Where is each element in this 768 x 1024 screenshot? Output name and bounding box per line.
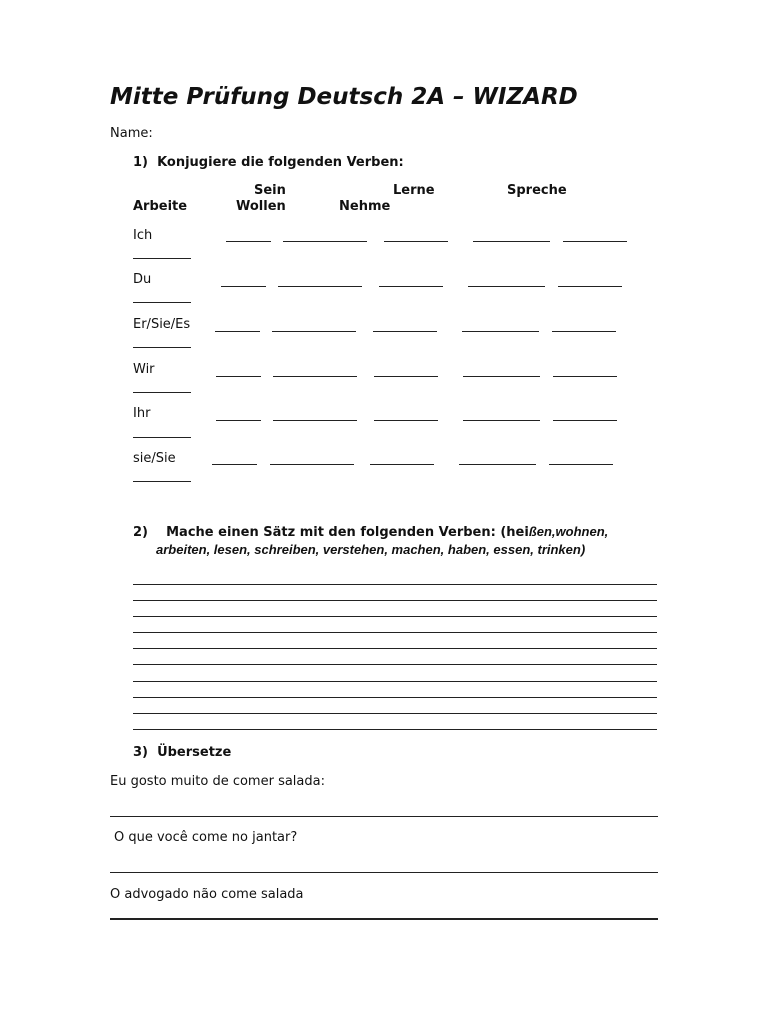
answer-blank[interactable] [133,347,191,348]
writing-line[interactable] [133,584,657,585]
q3-title: Übersetze [157,745,232,760]
q2-number: 2) [133,525,148,540]
answer-blank[interactable] [373,331,437,332]
pronoun-ich: Ich [133,228,153,243]
verb-arbeite: Arbeite [133,199,188,214]
q3-heading [133,745,231,760]
pronoun-du: Du [133,272,152,287]
pronoun-wir: Wir [133,362,155,377]
answer-blank[interactable] [133,302,191,303]
answer-blank[interactable] [462,331,539,332]
translate-sentence-2: O que você come no jantar? [114,830,298,845]
answer-blank[interactable] [278,286,362,287]
answer-blank[interactable] [133,481,191,482]
answer-blank[interactable] [563,241,627,242]
page-title: Mitte Prüfung Deutsch 2A – WIZARD [110,84,578,110]
answer-blank[interactable] [226,241,271,242]
answer-blank[interactable] [215,331,260,332]
answer-blank[interactable] [553,376,617,377]
translation-line[interactable] [110,918,658,920]
answer-blank[interactable] [473,241,550,242]
pronoun-sie-plural: sie/Sie [133,451,176,466]
answer-blank[interactable] [549,464,613,465]
q1-number: 1) [133,155,148,170]
writing-line[interactable] [133,713,657,714]
q2-verb-list: arbeiten, lesen, schreiben, verstehen, machen, haben, essen, trinken) [156,542,586,557]
verb-nehme: Nehme [339,199,391,214]
answer-blank[interactable] [379,286,443,287]
answer-blank[interactable] [463,376,540,377]
verb-wollen: Wollen [236,199,286,214]
answer-blank[interactable] [374,376,438,377]
pronoun-ihr: Ihr [133,406,151,421]
translate-sentence-1: Eu gosto muito de comer salada: [110,774,325,789]
answer-blank[interactable] [273,376,357,377]
answer-blank[interactable] [133,258,191,259]
answer-blank[interactable] [270,464,354,465]
writing-line[interactable] [133,681,657,682]
answer-blank[interactable] [552,331,616,332]
answer-blank[interactable] [459,464,536,465]
answer-blank[interactable] [370,464,434,465]
answer-blank[interactable] [273,420,357,421]
writing-line[interactable] [133,648,657,649]
answer-blank[interactable] [384,241,448,242]
verb-sein: Sein [254,183,286,198]
answer-blank[interactable] [216,420,261,421]
answer-blank[interactable] [468,286,545,287]
q2-prompt-italic: ßen,wohnen, [528,524,609,539]
verb-spreche: Spreche [507,183,567,198]
translation-line[interactable] [110,872,658,873]
translation-line[interactable] [110,816,658,817]
answer-blank[interactable] [216,376,261,377]
writing-line[interactable] [133,697,657,698]
name-label: Name: [110,126,153,141]
q1-prompt: Konjugiere die folgenden Verben: [157,155,404,170]
answer-blank[interactable] [374,420,438,421]
answer-blank[interactable] [212,464,257,465]
answer-blank[interactable] [283,241,367,242]
answer-blank[interactable] [553,420,617,421]
answer-blank[interactable] [133,392,191,393]
writing-line[interactable] [133,616,657,617]
writing-line[interactable] [133,729,657,730]
pronoun-er-sie-es: Er/Sie/Es [133,317,191,332]
writing-line[interactable] [133,600,657,601]
answer-blank[interactable] [221,286,266,287]
q3-number: 3) [133,745,148,760]
q2-prompt: Mache einen Sätz mit den folgenden Verben: (hei [166,525,529,540]
answer-blank[interactable] [558,286,622,287]
answer-blank[interactable] [133,437,191,438]
q1-heading [133,155,404,170]
answer-blank[interactable] [272,331,356,332]
q2-heading [133,524,608,540]
writing-line[interactable] [133,632,657,633]
verb-lerne: Lerne [393,183,435,198]
answer-blank[interactable] [463,420,540,421]
writing-line[interactable] [133,664,657,665]
translate-sentence-3: O advogado não come salada [110,887,304,902]
